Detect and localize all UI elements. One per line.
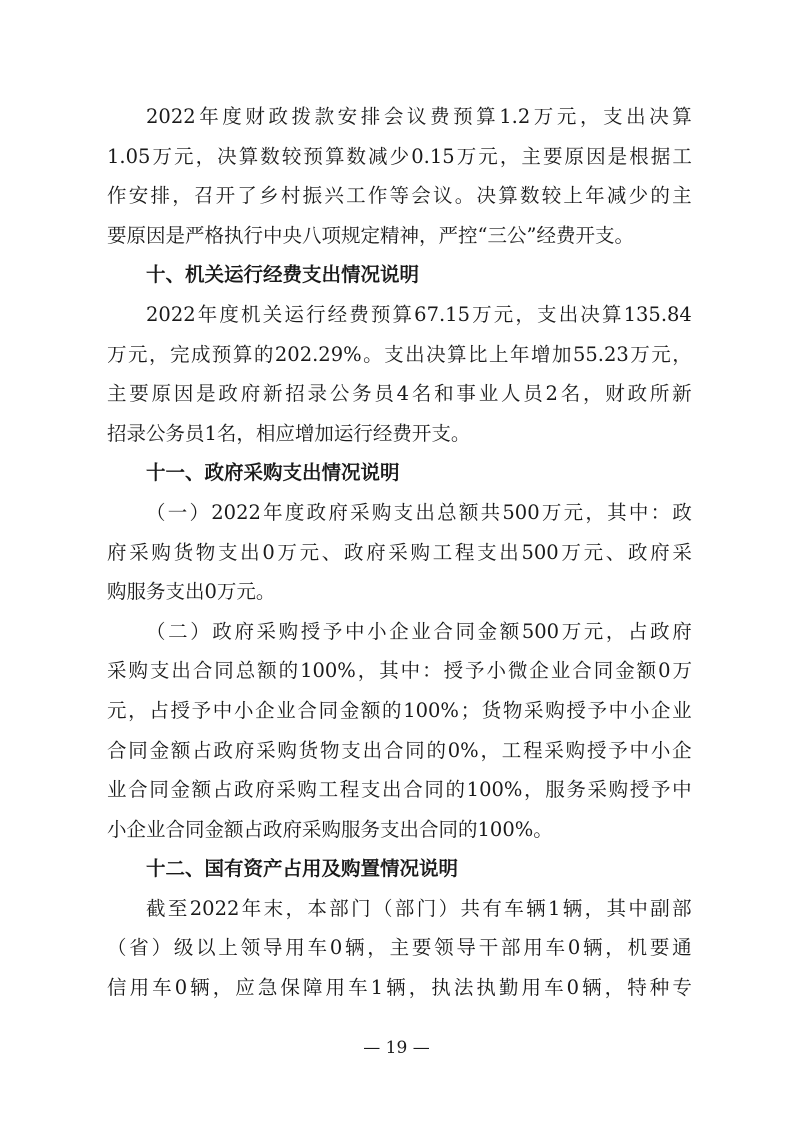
text-line: 要原因是严格执行中央八项规定精神，严控“三公”经费开支。	[107, 223, 634, 247]
document-body	[107, 97, 692, 1008]
text-line: （ 一 ） 2022 年 度 政 府 采 购 支 出 总 额 共 500 万 元 ， 其 中 ： 政	[146, 500, 692, 524]
text-line: 业 合 同 金 额 占 政 府 采 购 工 程 支 出 合 同 的 100% ， 服 务 采 购 授 予 中	[107, 778, 692, 802]
text-line: 万 元 ， 完 成 预 算 的 202.29% 。 支 出 决 算 比 上 年 增 加 55.23 万 元 ，	[107, 342, 692, 366]
text-line: 2022 年 度 机 关 运 行 经 费 预 算 67.15 万 元 ， 支 出 决 算 135.84	[146, 302, 692, 326]
text-line: （ 省 ） 级 以 上 领 导 用 车 0 辆 ， 主 要 领 导 干 部 用 车 0 辆 ， 机 要 通	[107, 936, 692, 960]
text-line: 合 同 金 额 占 政 府 采 购 货 物 支 出 合 同 的 0% ， 工 程 采 购 授 予 中 小 企	[107, 738, 692, 762]
text-line: 招录公务员1名，相应增加运行经费开支。	[107, 421, 471, 445]
text-line: 1.05 万 元 ， 决 算 数 较 预 算 数 减 少 0.15 万 元 ， 主 要 原 因 是 根 据 工	[107, 144, 692, 168]
section-heading: 十二、国有资产占用及购置情况说明	[146, 857, 459, 881]
paragraph	[107, 612, 692, 850]
text-line: 小企业合同金额占政府采购服务支出合同的100%。	[107, 817, 553, 841]
text-line: 购服务支出0万元。	[107, 580, 276, 604]
text-line: 主 要 原 因 是 政 府 新 招 录 公 务 员 4 名 和 事 业 人 员 2 名 ， 财 政 所 新	[107, 382, 692, 406]
text-line: （ 二 ） 政 府 采 购 授 予 中 小 企 业 合 同 金 额 500 万 元 ， 占 政 府	[146, 619, 692, 643]
section-heading: 十、机关运行经费支出情况说明	[146, 263, 420, 287]
text-line: 作 安 排 ， 召 开 了 乡 村 振 兴 工 作 等 会 议 。 决 算 数 较 上 年 减 少 的 主	[107, 184, 692, 208]
text-line: 2022 年 度 财 政 拨 款 安 排 会 议 费 预 算 1.2 万 元 ， 支 出 决 算	[146, 105, 692, 128]
paragraph	[107, 295, 692, 453]
text-line: 元 ， 占 授 予 中 小 企 业 合 同 金 额 的 100% ； 货 物 采 购 授 予 中 小 企 业	[107, 698, 692, 722]
text-line: 信 用 车 0 辆 ， 应 急 保 障 用 车 1 辆 ， 执 法 执 勤 用 车 0 辆 ， 特 种 专	[107, 976, 692, 1000]
paragraph	[107, 889, 692, 1008]
paragraph	[107, 97, 692, 255]
page-number: — 19 —	[363, 1038, 430, 1058]
text-line: 府 采 购 货 物 支 出 0 万 元 、 政 府 采 购 工 程 支 出 500 万 元 、 政 府 采	[107, 540, 692, 564]
text-line: 截 至 2022 年 末 ， 本 部 门 （ 部 门 ） 共 有 车 辆 1 辆 ， 其 中 副 部	[146, 896, 692, 920]
section-heading: 十一、政府采购支出情况说明	[146, 461, 400, 485]
paragraph	[107, 493, 692, 612]
text-line: 采 购 支 出 合 同 总 额 的 100% ， 其 中 ： 授 予 小 微 企 业 合 同 金 额 0 万	[107, 659, 692, 683]
